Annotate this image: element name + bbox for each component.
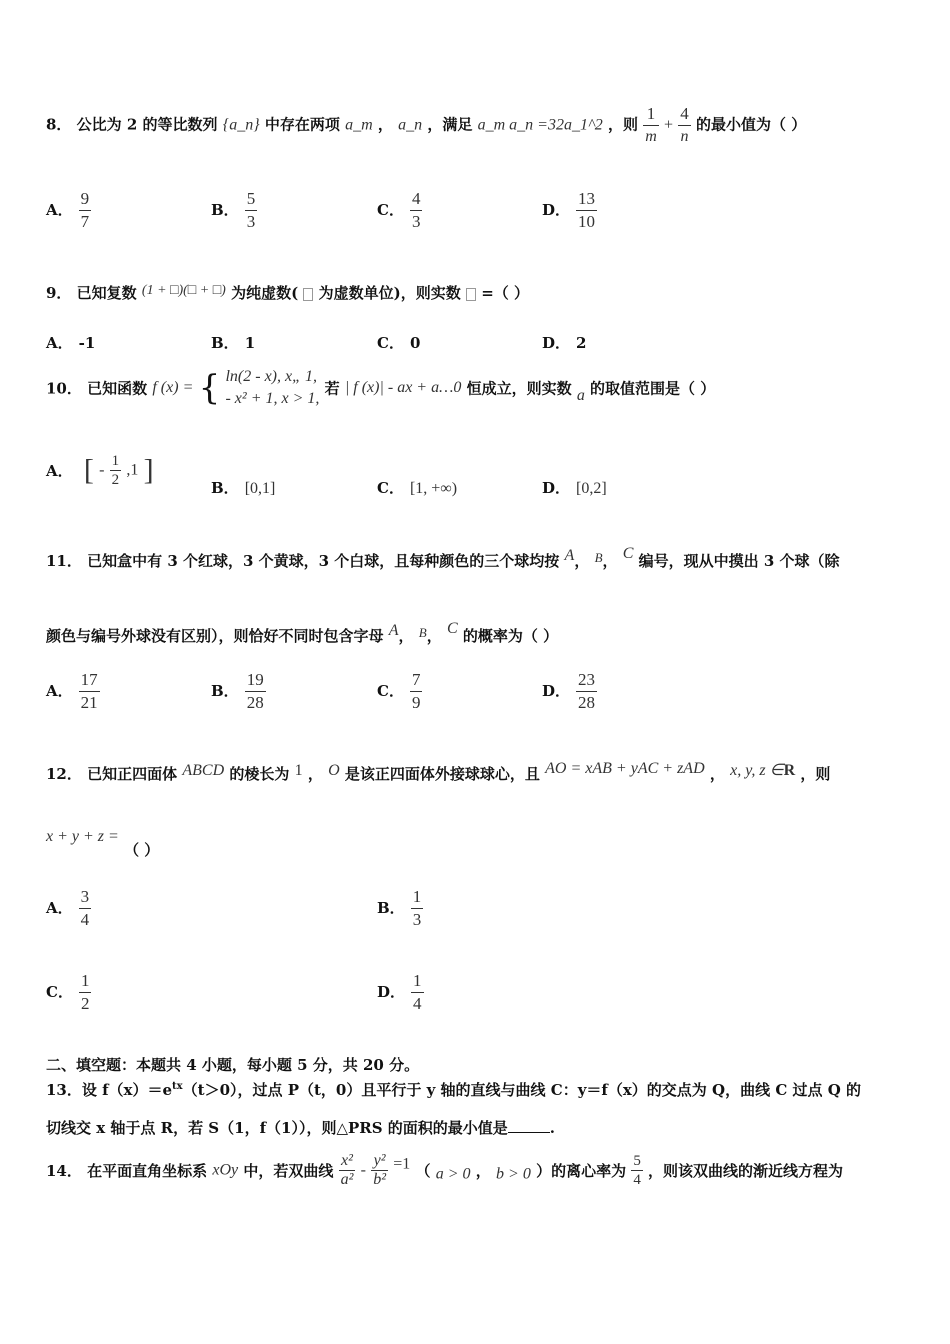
q12-paren: （ ）: [124, 841, 160, 859]
q10-option-d[interactable]: D． [0,2]: [542, 479, 607, 497]
q14-frac-y: $\frac{\text{y²}}{\text{b²}}$: [373, 1152, 386, 1188]
q12-option-c[interactable]: C． $\frac{1}{2}$: [46, 971, 90, 1013]
question-11-line-2: 颜色与编号外球没有区别），则恰好不同时包含字母 A， B， C 的概率为（ ）: [46, 620, 559, 645]
q12-text-2: 的棱长为: [229, 765, 290, 783]
question-8: [46, 103, 806, 148]
q14-comma: ，: [475, 1162, 491, 1180]
q14-text-1: 在平面直角坐标系: [87, 1162, 208, 1180]
q10-number: 10．: [46, 379, 82, 398]
q8-text-1: 公比为 2 的等比数列: [76, 115, 218, 134]
q14-xoy: xOy: [212, 1161, 239, 1179]
section-2-title: 二、填空题：本题共 4 小题，每小题 5 分，共 20 分。: [46, 1056, 420, 1074]
q14-frac-x: $\frac{\text{x²}}{\text{a²}}$: [340, 1152, 354, 1188]
q12-vector-eq: AO = xAB + yAC + zAD: [545, 760, 705, 777]
q10-brace: {: [198, 368, 221, 408]
question-12-line-1: [46, 760, 830, 784]
q11-letter-b-2: B: [418, 625, 427, 640]
q8-term-am: a_m: [345, 116, 373, 134]
q11-letter-c-2: C: [446, 620, 458, 637]
q13-text-1: 13．设 f（x）＝e: [46, 1081, 173, 1099]
q14-equals-one: =1: [393, 1155, 411, 1173]
question-9: [46, 282, 529, 303]
question-13-line-1: [46, 1079, 861, 1100]
q12-reals: R: [783, 762, 796, 779]
question-12-line-2: [46, 825, 160, 859]
question-10: [46, 366, 715, 410]
q10-var-a: a: [576, 387, 585, 404]
q12-text-3: ，: [307, 765, 323, 783]
question-11-line-1: 11． 已知盒中有 3 个红球，3 个黄球，3 个白球，且每种颜色的三个球均按 A， B， C 编号，现从中摸出 3 个球（除: [46, 545, 840, 570]
q8-text-2: 中存在两项: [264, 115, 340, 134]
q14-number: 14．: [46, 1162, 82, 1180]
q14-eccentricity: $\frac{5}{4}$: [633, 1153, 641, 1188]
q12-abcd: ABCD: [182, 762, 225, 779]
q11-option-c[interactable]: C． $\frac{7}{9}$: [377, 670, 421, 712]
q8-text-3: ，满足: [427, 115, 473, 134]
q12-option-a[interactable]: A． $\frac{3}{4}$: [46, 887, 90, 929]
q14-text-3: （: [415, 1162, 431, 1180]
q9-complex-expr: (1 + □)(□ + □): [141, 283, 226, 298]
q9-text-1: 已知复数: [76, 284, 137, 302]
q9-text-2: 为纯虚数(: [231, 284, 299, 302]
q9-placeholder-i: [303, 288, 313, 301]
q9-placeholder-a: [466, 288, 476, 301]
q9-number: 9．: [46, 284, 72, 302]
q11-option-b[interactable]: B． $\frac{19}{28}$: [211, 670, 264, 712]
q9-option-b[interactable]: B． 1: [211, 334, 256, 352]
q8-number: 8．: [46, 115, 72, 134]
q8-option-a[interactable]: A． $\frac{9}{7}$: [46, 189, 90, 231]
q11-text-2: 编号，现从中摸出 3 个球（除: [638, 552, 840, 570]
q10-text-4: 的取值范围是（ ）: [590, 379, 716, 398]
q10-fx: f (x) =: [152, 379, 194, 396]
q8-fraction-2: $\frac{4}{n}$: [680, 104, 689, 145]
q10-text-3: 恒成立，则实数: [466, 379, 572, 398]
q14-text-5: ，则该双曲线的渐近线方程为: [648, 1162, 844, 1180]
q12-edge-length: 1: [294, 762, 303, 779]
q8-plus: +: [664, 116, 674, 134]
q12-option-b[interactable]: B． $\frac{1}{3}$: [377, 887, 422, 929]
q11-option-d[interactable]: D． $\frac{23}{28}$: [542, 670, 596, 712]
q9-text-3: 为虚数单位)，则实数: [318, 284, 461, 302]
q12-text-5: ，: [709, 765, 725, 783]
q11-letter-a: A: [564, 547, 575, 564]
q10-case-2: - x² + 1, x > 1,: [225, 390, 320, 407]
q10-option-b[interactable]: B． [0,1]: [211, 479, 276, 497]
q14-text-2: 中，若双曲线: [243, 1162, 334, 1180]
q8-text-4: ，则: [607, 115, 638, 134]
q10-text-1: 已知函数: [87, 379, 148, 398]
q8-option-d[interactable]: D． $\frac{13}{10}$: [542, 189, 596, 231]
q11-letter-b: B: [594, 550, 603, 565]
q10-option-a[interactable]: A． [ - $\frac{1}{2}$ ,1 ]: [46, 453, 154, 488]
q10-option-c[interactable]: C． [1, +∞): [377, 479, 458, 497]
q11-text-1: 已知盒中有 3 个红球，3 个黄球，3 个白球，且每种颜色的三个球均按: [87, 552, 560, 570]
q9-option-d[interactable]: D． 2: [542, 334, 587, 352]
q13-answer-blank[interactable]: [508, 1132, 550, 1133]
q8-option-c[interactable]: C． $\frac{4}{3}$: [377, 189, 421, 231]
q11-text-3: 颜色与编号外球没有区别），则恰好不同时包含字母: [46, 627, 384, 645]
q11-letter-c: C: [622, 545, 634, 562]
q13-end: .: [549, 1119, 556, 1137]
q10-case-1: ln(2 - x), x„ 1,: [225, 368, 317, 385]
question-14: [46, 1152, 843, 1189]
q9-text-4: =（ ）: [481, 284, 530, 302]
q8-sequence: {a_n}: [222, 116, 260, 134]
q11-text-4: 的概率为（ ）: [462, 627, 559, 645]
q12-number: 12．: [46, 765, 82, 783]
q12-xyz: x, y, z ∈: [730, 762, 784, 779]
q11-number: 11．: [46, 552, 82, 570]
q8-term-an: a_n: [398, 116, 423, 134]
q12-text-1: 已知正四面体: [87, 765, 178, 783]
q8-fraction-1: $\frac{1}{m}$: [645, 104, 657, 145]
q12-text-4: 是该正四面体外接球球心，且: [344, 765, 540, 783]
question-13-line-2: [46, 1117, 555, 1138]
q11-letter-a-2: A: [388, 622, 399, 639]
q12-option-d[interactable]: D． $\frac{1}{4}$: [377, 971, 422, 1013]
q11-option-a[interactable]: A． $\frac{17}{21}$: [46, 670, 98, 712]
q8-condition: a_m a_n =32a_1^2: [477, 116, 603, 134]
q13-exponent: tx: [172, 1081, 183, 1092]
q14-a-positive: a > 0: [435, 1165, 471, 1183]
q9-option-c[interactable]: C． 0: [377, 334, 421, 352]
q8-option-b[interactable]: B． $\frac{5}{3}$: [211, 189, 256, 231]
q10-piecewise: [225, 366, 319, 410]
q10-text-2: 若: [324, 379, 340, 398]
q14-text-4: ）的离心率为: [536, 1162, 627, 1180]
q12-center-o: O: [328, 762, 340, 779]
q14-minus: -: [360, 1161, 366, 1179]
q8-comma: ，: [377, 115, 393, 134]
q9-option-a[interactable]: A． -1: [46, 334, 96, 352]
q12-sum: x + y + z =: [46, 828, 119, 845]
q8-text-5: 的最小值为（ ）: [696, 115, 807, 134]
q12-text-6: ，则: [800, 765, 831, 783]
q13-text-1b: （t＞0），过点 P（t，0）且平行于 y 轴的直线与曲线 C：y＝f（x）的交点为 Q，曲线 C 过点 Q 的: [182, 1081, 861, 1099]
q13-text-2: 切线交 x 轴于点 R，若 S（1，f（1）），则△PRS 的面积的最小值是: [46, 1119, 508, 1137]
q14-b-positive: b > 0: [496, 1165, 531, 1183]
q10-inequality: | f (x)| - ax + a…0: [344, 379, 462, 396]
